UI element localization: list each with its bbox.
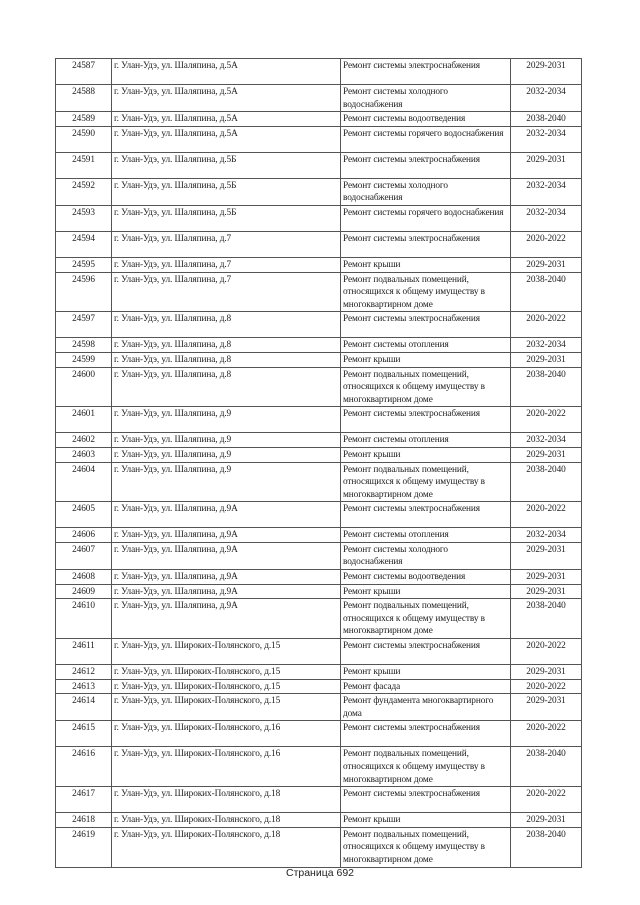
work-type-cell: Ремонт системы водоотведения [341,570,511,585]
row-id-cell: 24597 [56,312,112,338]
row-id-cell: 24602 [56,433,112,448]
address-cell: г. Улан-Удэ, ул. Широких-Полянского, д.18 [112,827,341,867]
work-type-cell: Ремонт системы отопления [341,528,511,543]
years-cell: 2032-2034 [511,178,582,205]
row-id-cell: 24613 [56,679,112,694]
table-row [56,747,582,787]
years-cell: 2029-2031 [511,257,582,272]
years-cell: 2029-2031 [511,694,582,721]
address-cell: г. Улан-Удэ, ул. Широких-Полянского, д.15 [112,639,341,665]
years-cell: 2032-2034 [511,126,582,152]
row-id-cell: 24592 [56,178,112,205]
address-cell: г. Улан-Удэ, ул. Шаляпина, д.7 [112,272,341,312]
years-cell: 2020-2022 [511,407,582,433]
row-id-cell: 24612 [56,665,112,680]
work-type-cell: Ремонт системы электроснабжения [341,152,511,178]
table-row [56,272,582,312]
row-id-cell: 24609 [56,584,112,599]
row-id-cell: 24603 [56,447,112,462]
work-type-cell: Ремонт системы электроснабжения [341,502,511,528]
row-id-cell: 24593 [56,205,112,231]
table-row [56,528,582,543]
row-id-cell: 24618 [56,813,112,828]
years-cell: 2032-2034 [511,338,582,353]
address-cell: г. Улан-Удэ, ул. Шаляпина, д.5Б [112,152,341,178]
years-cell: 2029-2031 [511,665,582,680]
address-cell: г. Улан-Удэ, ул. Шаляпина, д.9А [112,502,341,528]
work-type-cell: Ремонт подвальных помещений, относящихся к общему имуществу в многоквартирном доме [341,827,511,867]
table-row [56,599,582,639]
address-cell: г. Улан-Удэ, ул. Широких-Полянского, д.15 [112,679,341,694]
address-cell: г. Улан-Удэ, ул. Шаляпина, д.9 [112,462,341,502]
address-cell: г. Улан-Удэ, ул. Шаляпина, д.8 [112,352,341,367]
years-cell: 2038-2040 [511,827,582,867]
years-cell: 2038-2040 [511,272,582,312]
row-id-cell: 24619 [56,827,112,867]
address-cell: г. Улан-Удэ, ул. Шаляпина, д.9А [112,584,341,599]
work-type-cell: Ремонт крыши [341,584,511,599]
work-type-cell: Ремонт системы водоотведения [341,112,511,127]
work-type-cell: Ремонт системы холодного водоснабжения [341,542,511,569]
address-cell: г. Улан-Удэ, ул. Шаляпина, д.5Б [112,178,341,205]
years-cell: 2038-2040 [511,599,582,639]
row-id-cell: 24611 [56,639,112,665]
row-id-cell: 24599 [56,352,112,367]
row-id-cell: 24590 [56,126,112,152]
years-cell: 2029-2031 [511,152,582,178]
table-row [56,813,582,828]
years-cell: 2020-2022 [511,231,582,257]
years-cell: 2032-2034 [511,205,582,231]
table-row [56,827,582,867]
table-row [56,312,582,338]
address-cell: г. Улан-Удэ, ул. Шаляпина, д.9А [112,542,341,569]
table-row [56,126,582,152]
address-cell: г. Улан-Удэ, ул. Широких-Полянского, д.16 [112,721,341,747]
row-id-cell: 24596 [56,272,112,312]
table-row [56,352,582,367]
capital-repair-table [55,58,582,868]
table-row [56,570,582,585]
work-type-cell: Ремонт крыши [341,352,511,367]
table-row [56,205,582,231]
years-cell: 2029-2031 [511,59,582,85]
row-id-cell: 24591 [56,152,112,178]
page-number: Страница 692 [285,867,355,879]
work-type-cell: Ремонт подвальных помещений, относящихся к общему имуществу в многоквартирном доме [341,747,511,787]
work-type-cell: Ремонт системы холодного водоснабжения [341,178,511,205]
row-id-cell: 24615 [56,721,112,747]
work-type-cell: Ремонт системы горячего водоснабжения [341,126,511,152]
table-row [56,152,582,178]
address-cell: г. Улан-Удэ, ул. Широких-Полянского, д.18 [112,787,341,813]
work-type-cell: Ремонт крыши [341,257,511,272]
row-id-cell: 24600 [56,367,112,407]
years-cell: 2029-2031 [511,813,582,828]
table-row [56,231,582,257]
work-type-cell: Ремонт подвальных помещений, относящихся к общему имуществу в многоквартирном доме [341,367,511,407]
years-cell: 2020-2022 [511,502,582,528]
table-row [56,542,582,569]
address-cell: г. Улан-Удэ, ул. Широких-Полянского, д.15 [112,694,341,721]
table-row [56,584,582,599]
years-cell: 2038-2040 [511,112,582,127]
work-type-cell: Ремонт крыши [341,447,511,462]
row-id-cell: 24598 [56,338,112,353]
address-cell: г. Улан-Удэ, ул. Шаляпина, д.7 [112,257,341,272]
table-row [56,665,582,680]
address-cell: г. Улан-Удэ, ул. Шаляпина, д.8 [112,312,341,338]
table-row [56,721,582,747]
table-row [56,447,582,462]
years-cell: 2020-2022 [511,721,582,747]
work-type-cell: Ремонт системы электроснабжения [341,639,511,665]
address-cell: г. Улан-Удэ, ул. Шаляпина, д.5А [112,112,341,127]
row-id-cell: 24595 [56,257,112,272]
row-id-cell: 24616 [56,747,112,787]
work-type-cell: Ремонт системы электроснабжения [341,59,511,85]
work-type-cell: Ремонт фасада [341,679,511,694]
table-row [56,85,582,112]
years-cell: 2020-2022 [511,679,582,694]
years-cell: 2032-2034 [511,433,582,448]
years-cell: 2029-2031 [511,447,582,462]
table-row [56,694,582,721]
work-type-cell: Ремонт системы электроснабжения [341,787,511,813]
work-type-cell: Ремонт системы горячего водоснабжения [341,205,511,231]
row-id-cell: 24604 [56,462,112,502]
work-type-cell: Ремонт системы холодного водоснабжения [341,85,511,112]
row-id-cell: 24605 [56,502,112,528]
table-body [56,59,582,868]
work-type-cell: Ремонт подвальных помещений, относящихся к общему имуществу в многоквартирном доме [341,272,511,312]
table-row [56,433,582,448]
address-cell: г. Улан-Удэ, ул. Шаляпина, д.9 [112,447,341,462]
years-cell: 2038-2040 [511,747,582,787]
table-row [56,178,582,205]
address-cell: г. Улан-Удэ, ул. Шаляпина, д.9 [112,433,341,448]
row-id-cell: 24607 [56,542,112,569]
row-id-cell: 24594 [56,231,112,257]
work-type-cell: Ремонт крыши [341,665,511,680]
work-type-cell: Ремонт системы электроснабжения [341,721,511,747]
row-id-cell: 24589 [56,112,112,127]
table-row [56,367,582,407]
row-id-cell: 24587 [56,59,112,85]
address-cell: г. Улан-Удэ, ул. Шаляпина, д.5Б [112,205,341,231]
address-cell: г. Улан-Удэ, ул. Широких-Полянского, д.16 [112,747,341,787]
table-row [56,112,582,127]
years-cell: 2032-2034 [511,528,582,543]
address-cell: г. Улан-Удэ, ул. Шаляпина, д.9А [112,599,341,639]
row-id-cell: 24588 [56,85,112,112]
row-id-cell: 24608 [56,570,112,585]
years-cell: 2029-2031 [511,584,582,599]
work-type-cell: Ремонт крыши [341,813,511,828]
address-cell: г. Улан-Удэ, ул. Шаляпина, д.5А [112,59,341,85]
table-row [56,257,582,272]
work-type-cell: Ремонт подвальных помещений, относящихся к общему имуществу в многоквартирном доме [341,599,511,639]
work-type-cell: Ремонт системы отопления [341,338,511,353]
row-id-cell: 24610 [56,599,112,639]
row-id-cell: 24614 [56,694,112,721]
years-cell: 2029-2031 [511,570,582,585]
years-cell: 2020-2022 [511,639,582,665]
work-type-cell: Ремонт подвальных помещений, относящихся к общему имуществу в многоквартирном доме [341,462,511,502]
years-cell: 2038-2040 [511,367,582,407]
table-row [56,639,582,665]
years-cell: 2029-2031 [511,352,582,367]
address-cell: г. Улан-Удэ, ул. Широких-Полянского, д.18 [112,813,341,828]
row-id-cell: 24606 [56,528,112,543]
address-cell: г. Улан-Удэ, ул. Шаляпина, д.9 [112,407,341,433]
years-cell: 2038-2040 [511,462,582,502]
work-type-cell: Ремонт системы отопления [341,433,511,448]
years-cell: 2029-2031 [511,542,582,569]
table-row [56,787,582,813]
table-row [56,338,582,353]
address-cell: г. Улан-Удэ, ул. Шаляпина, д.9А [112,528,341,543]
address-cell: г. Улан-Удэ, ул. Широких-Полянского, д.15 [112,665,341,680]
address-cell: г. Улан-Удэ, ул. Шаляпина, д.9А [112,570,341,585]
address-cell: г. Улан-Удэ, ул. Шаляпина, д.8 [112,338,341,353]
address-cell: г. Улан-Удэ, ул. Шаляпина, д.7 [112,231,341,257]
table-row [56,679,582,694]
work-type-cell: Ремонт системы электроснабжения [341,231,511,257]
address-cell: г. Улан-Удэ, ул. Шаляпина, д.5А [112,126,341,152]
table-row [56,59,582,85]
years-cell: 2020-2022 [511,787,582,813]
table-row [56,407,582,433]
work-type-cell: Ремонт системы электроснабжения [341,407,511,433]
work-type-cell: Ремонт системы электроснабжения [341,312,511,338]
years-cell: 2020-2022 [511,312,582,338]
years-cell: 2032-2034 [511,85,582,112]
work-type-cell: Ремонт фундамента многоквартирного дома [341,694,511,721]
row-id-cell: 24601 [56,407,112,433]
table-row [56,502,582,528]
address-cell: г. Улан-Удэ, ул. Шаляпина, д.8 [112,367,341,407]
row-id-cell: 24617 [56,787,112,813]
address-cell: г. Улан-Удэ, ул. Шаляпина, д.5А [112,85,341,112]
table-row [56,462,582,502]
